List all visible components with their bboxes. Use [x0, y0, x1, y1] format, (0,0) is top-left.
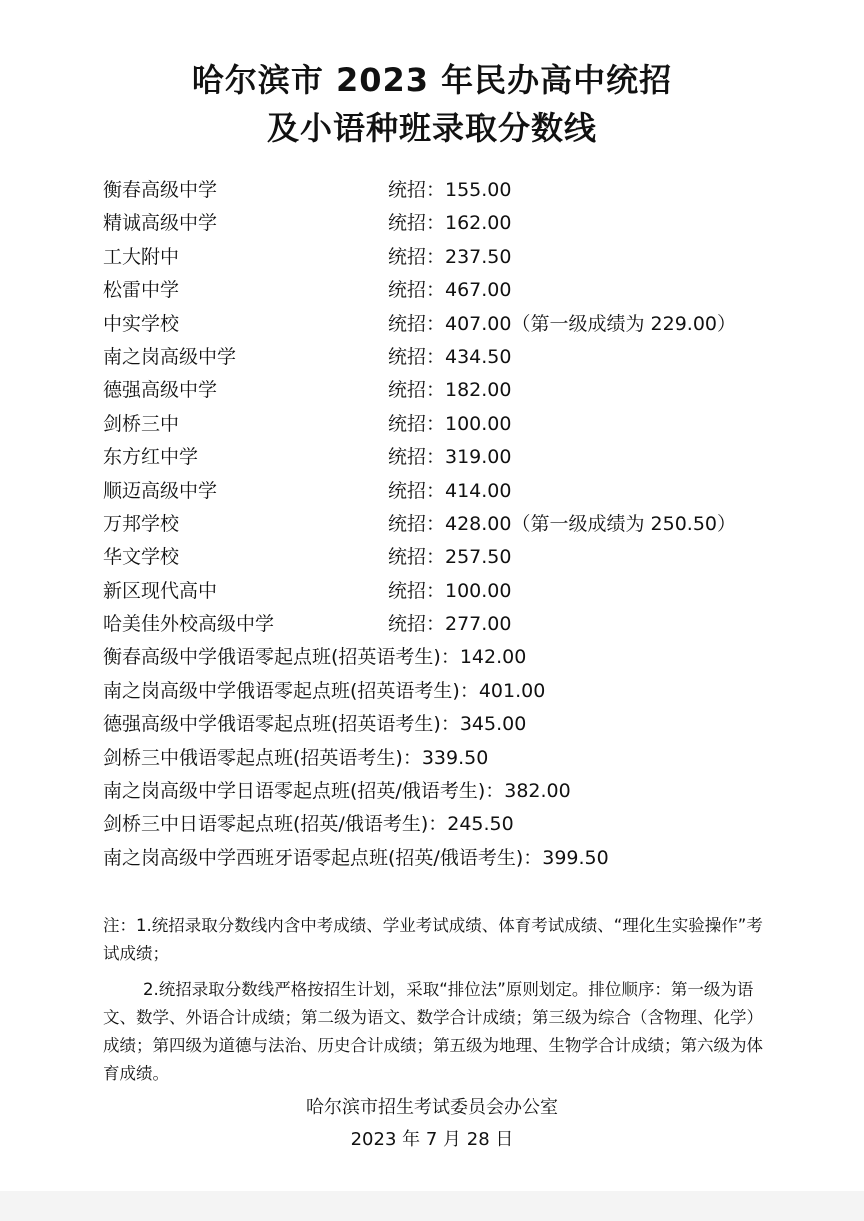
school-name: 东方红中学	[103, 446, 199, 469]
school-name: 南之岗高级中学	[103, 345, 237, 368]
school-score: 统招：414.00	[388, 479, 512, 502]
list-item	[103, 308, 803, 341]
school-score: 统招：100.00	[388, 579, 512, 602]
list-item	[103, 575, 803, 608]
note-1: 注：1.统招录取分数线内含中考成绩、学业考试成绩、体育考试成绩、“理化生实验操作”考试成绩；	[103, 916, 763, 963]
document-title-line1: 哈尔滨市 2023 年民办高中统招	[191, 61, 673, 99]
issue-date: 2023 年 7 月 28 日	[350, 1129, 514, 1150]
document-title-line2: 及小语种班录取分数线	[266, 109, 597, 147]
school-name: 中实学校	[103, 312, 180, 335]
list-item	[103, 241, 803, 274]
list-item	[103, 207, 803, 240]
school-name: 顺迈高级中学	[103, 479, 218, 502]
special-class-item: 南之岗高级中学日语零起点班(招英/俄语考生)：382.00	[103, 780, 571, 803]
special-class-item: 剑桥三中日语零起点班(招英/俄语考生)：245.50	[103, 813, 514, 836]
list-item	[103, 441, 803, 474]
school-name: 剑桥三中	[103, 412, 180, 435]
school-name: 松雷中学	[103, 279, 180, 302]
school-score: 统招：100.00	[388, 412, 512, 435]
school-score: 统招：237.50	[388, 245, 512, 268]
school-name: 新区现代高中	[103, 579, 218, 602]
school-name: 工大附中	[103, 245, 180, 268]
list-item	[103, 174, 803, 207]
school-score: 统招：162.00	[388, 212, 512, 235]
school-name: 华文学校	[103, 546, 180, 569]
special-class-item: 剑桥三中俄语零起点班(招英语考生)：339.50	[103, 746, 489, 769]
list-item	[103, 475, 803, 508]
list-item	[103, 374, 803, 407]
school-name: 哈美佳外校高级中学	[103, 613, 275, 636]
list-item	[103, 608, 803, 641]
school-score: 统招：155.00	[388, 179, 512, 201]
school-score: 统招：428.00（第一级成绩为 250.50）	[388, 512, 737, 535]
special-class-item: 衡春高级中学俄语零起点班(招英语考生)：142.00	[103, 646, 527, 669]
school-name: 衡春高级中学	[103, 179, 218, 201]
list-item	[103, 274, 803, 307]
school-score: 统招：277.00	[388, 613, 512, 636]
list-item	[103, 541, 803, 574]
school-name: 德强高级中学	[103, 379, 218, 402]
page-bottom-strip	[0, 1191, 864, 1221]
list-item	[103, 341, 803, 374]
list-item	[103, 408, 803, 441]
school-score: 统招：467.00	[388, 279, 512, 302]
score-list	[103, 174, 803, 875]
special-class-item: 南之岗高级中学俄语零起点班(招英语考生)：401.00	[103, 679, 546, 702]
school-score: 统招：434.50	[388, 345, 512, 368]
issuer-name: 哈尔滨市招生考试委员会办公室	[306, 1097, 558, 1118]
school-score: 统招：407.00（第一级成绩为 229.00）	[388, 312, 737, 335]
school-score: 统招：257.50	[388, 546, 512, 569]
school-name: 精诚高级中学	[103, 212, 218, 235]
school-name: 万邦学校	[103, 512, 180, 535]
special-class-item: 德强高级中学俄语零起点班(招英语考生)：345.00	[103, 713, 527, 736]
list-item	[103, 508, 803, 541]
special-class-item: 南之岗高级中学西班牙语零起点班(招英/俄语考生)：399.50	[103, 846, 609, 869]
school-score: 统招：319.00	[388, 446, 512, 469]
school-score: 统招：182.00	[388, 379, 512, 402]
notes-section	[103, 912, 771, 1088]
note-2: 2.统招录取分数线严格按招生计划，采取“排位法”原则划定。排位顺序：第一级为语文、数学、外语合计成绩；第二级为语文、数学合计成绩；第三级为综合（含物理、化学）成绩；第四级为道德与法治、历史合计成绩；第五级为地理、生物学合计成绩；第六级为体育成绩。	[103, 980, 763, 1083]
